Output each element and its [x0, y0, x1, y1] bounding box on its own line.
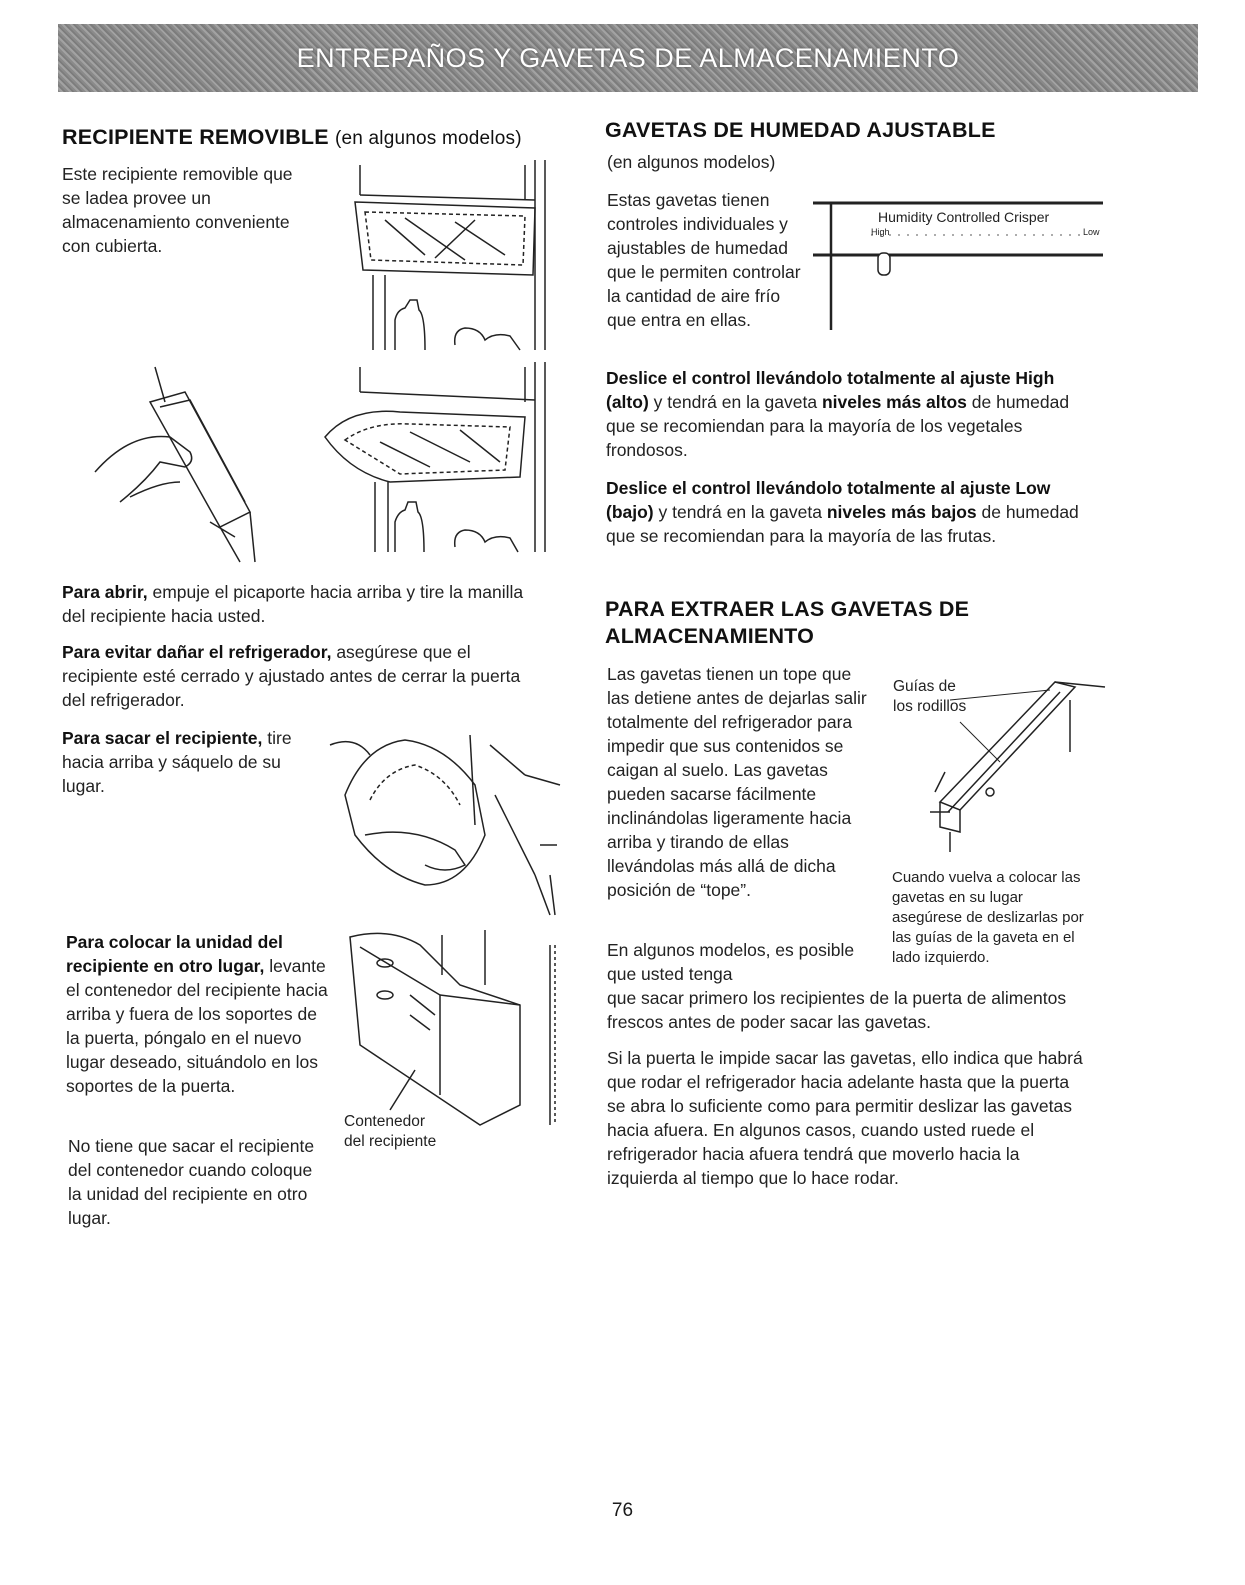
door-obstruction-text: Si la puerta le impide sacar las gavetas, ello indica que habrá que rodar el refrigerador hacia adelante hasta que la puerta se abra lo suficiente como para permitir deslizar las gavetas hacia afuera. En algunos casos, cuando usted ruede el refrigerador hacia afuera tendrá que moverlo hacia la izquierda al tiempo que lo hace rodar.	[607, 1048, 1083, 1188]
removable-bin-title: RECIPIENTE REMOVIBLE	[62, 125, 329, 149]
low-bold: niveles más bajos	[826, 502, 977, 522]
hand-opening-bin-illustration	[90, 362, 265, 567]
roller-guides-caption: Cuando vuelva a colocar las gavetas en su lugar asegúrese de deslizarlas por las guías de la gaveta en el lado izquierdo.	[892, 869, 1084, 966]
remove-text: tire hacia arriba y sáquelo de su lugar.	[62, 728, 292, 796]
section-title: ENTREPAÑOS Y GAVETAS DE ALMACENAMIENTO	[296, 42, 960, 73]
remove-bin-instruction	[62, 726, 317, 798]
high-lead: Deslice el control llevándolo totalmente al ajuste High (alto)	[606, 368, 1055, 412]
high-setting-instruction	[606, 366, 1086, 462]
models-text-end: que sacar primero los recipientes de la puerta de alimentos frescos antes de poder sacar las gavetas.	[607, 988, 1067, 1032]
roller-guides-label: Guías de los rodillos	[893, 678, 967, 715]
remove-lead: Para sacar el recipiente,	[62, 728, 263, 748]
container-label: Contenedor del recipiente	[344, 1113, 437, 1150]
page-number: 76	[611, 1500, 634, 1521]
bin-closed-illustration	[335, 160, 555, 355]
humidity-low-label: Low	[1083, 227, 1100, 237]
relocate-text: levante el contenedor del recipiente hacia arriba y fuera de los soportes de la puerta, póngalo en el nuevo lugar deseado, situándolo en los soportes de la puerta.	[66, 956, 328, 1096]
high-tail: de humedad que se recomiendan para la mayoría de los vegetales frondosos.	[606, 392, 1070, 460]
humidity-control-illustration	[813, 195, 1103, 335]
low-lead: Deslice el control llevándolo totalmente al ajuste Low (bajo)	[606, 478, 1051, 522]
open-lead: Para abrir,	[62, 582, 148, 602]
remove-bin-illustration	[325, 725, 565, 920]
open-instruction	[62, 580, 542, 628]
avoid-text: asegúrese que el recipiente esté cerrado y ajustado antes de cerrar la puerta del refrigerador.	[62, 642, 521, 710]
removable-bin-heading	[62, 125, 582, 150]
relocate-note: No tiene que sacar el recipiente del contenedor cuando coloque la unidad del recipiente en otro lugar.	[68, 1136, 315, 1228]
humidity-control-label: Humidity Controlled Crisper	[878, 209, 1050, 225]
relocate-instruction	[66, 930, 331, 1098]
removable-bin-note: (en algunos modelos)	[335, 128, 522, 149]
avoid-lead: Para evitar dañar el refrigerador,	[62, 642, 332, 662]
humidity-crisper-heading: GAVETAS DE HUMEDAD AJUSTABLE	[605, 118, 996, 142]
high-bold: niveles más altos	[821, 392, 967, 412]
relocate-lead: Para colocar la unidad del recipiente en otro lugar,	[66, 932, 283, 976]
humidity-high-label: High	[871, 227, 890, 237]
models-text-start: En algunos modelos, es posible que usted tenga	[607, 940, 855, 984]
container-illustration	[330, 925, 570, 1135]
humidity-crisper-note: (en algunos modelos)	[607, 152, 776, 172]
high-mid: y tendrá en la gaveta	[648, 392, 822, 412]
bin-open-illustration	[320, 362, 555, 557]
section-banner	[58, 24, 1198, 92]
drawer-stop-text: Las gavetas tienen un tope que las detiene antes de dejarlas salir totalmente del refrigerador para impedir que sus contenidos se caigan al suelo. Las gavetas pueden sacarse fácilmente inclinándolas ligeramente hacia arriba y tirando de ellas llevándolas más allá de dicha posición de “tope”.	[607, 664, 867, 900]
humidity-crisper-intro: Estas gavetas tienen controles individuales y ajustables de humedad que le permiten controlar la cantidad de aire frío que entra en ellas.	[607, 190, 801, 330]
low-mid: y tendrá en la gaveta	[653, 502, 827, 522]
low-setting-instruction	[606, 476, 1086, 548]
removable-bin-intro: Este recipiente removible que se ladea provee un almacenamiento conveniente con cubierta.	[62, 164, 293, 256]
remove-drawers-heading: PARA EXTRAER LAS GAVETAS DE ALMACENAMIENTO	[605, 597, 970, 648]
avoid-damage-instruction	[62, 640, 542, 712]
low-tail: de humedad que se recomiendan para la mayoría de las frutas.	[606, 502, 1079, 546]
open-text: empuje el picaporte hacia arriba y tire la manilla del recipiente hacia usted.	[62, 582, 524, 626]
